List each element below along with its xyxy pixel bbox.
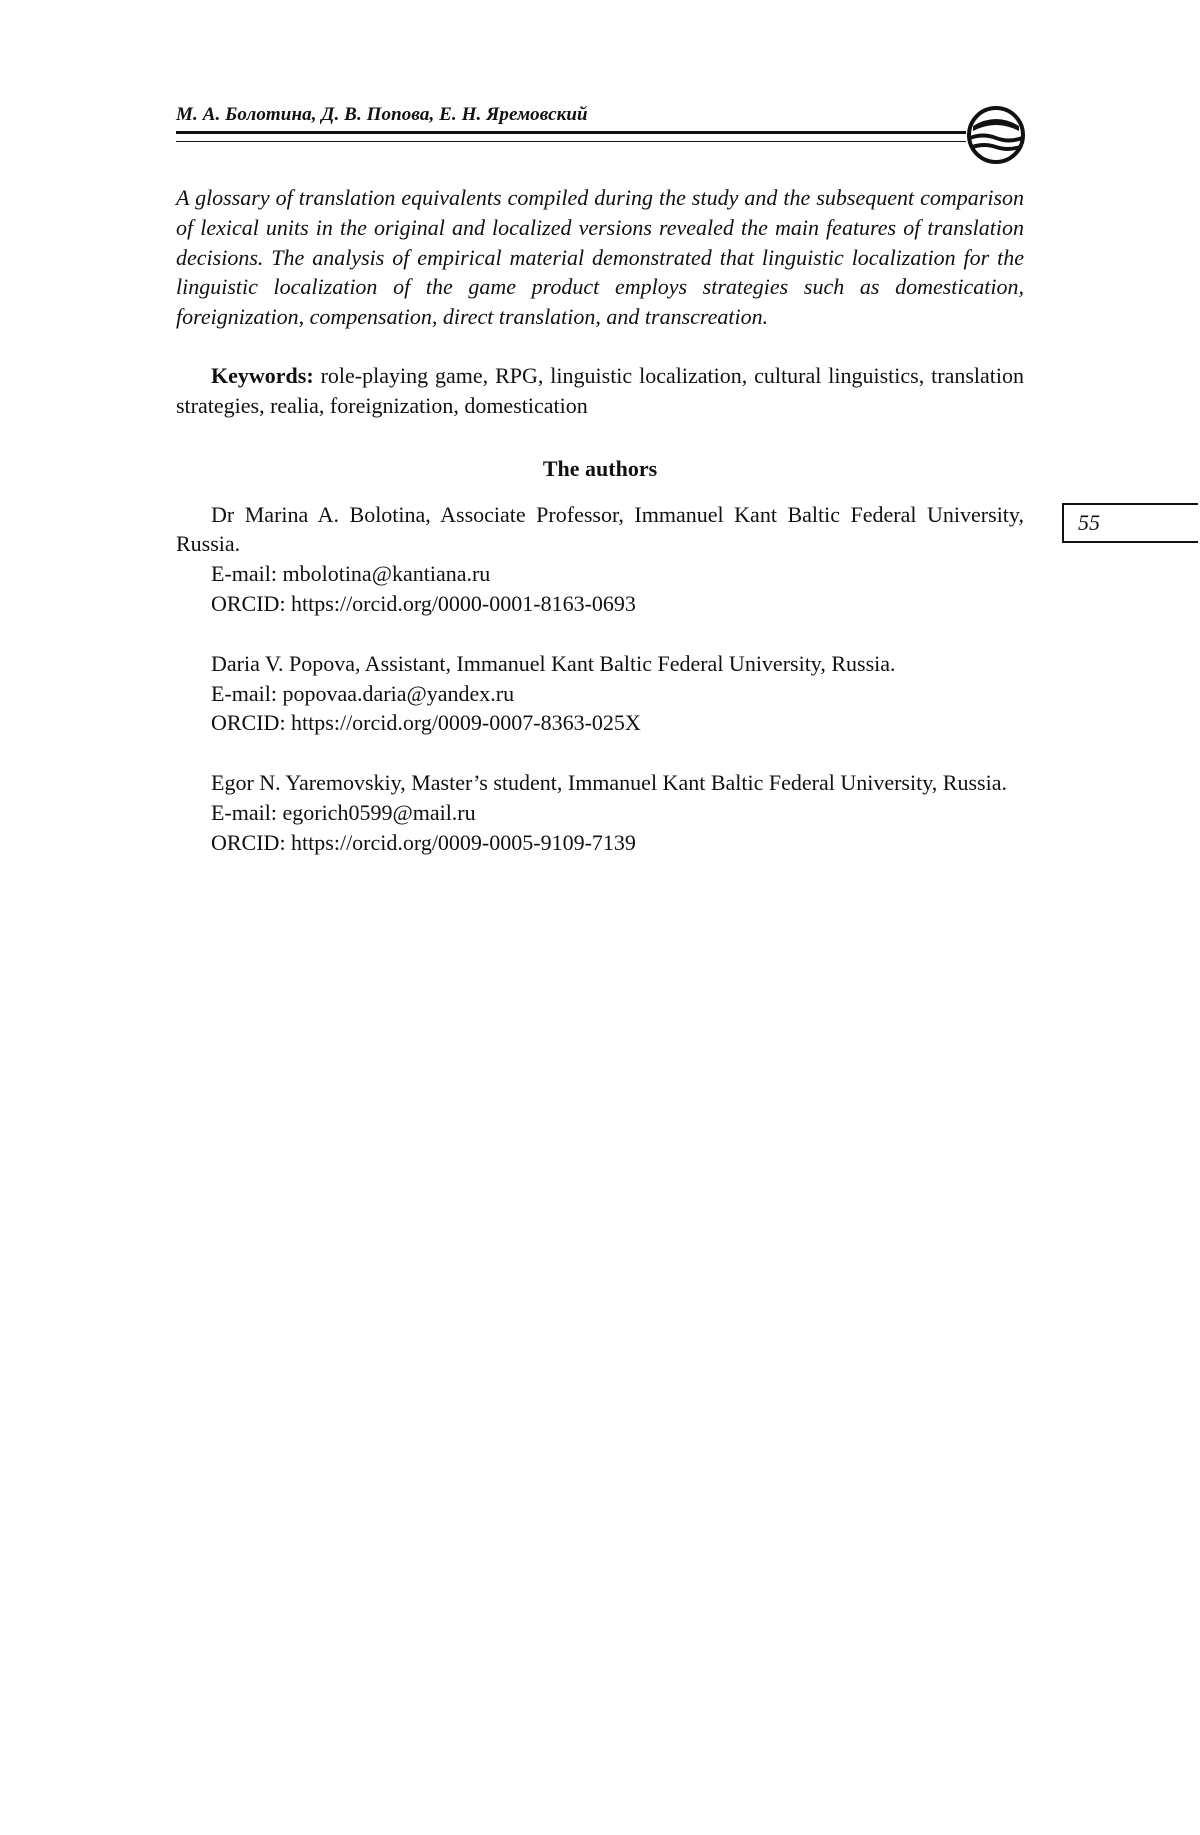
- running-head: М. А. Болотина, Д. В. Попова, Е. Н. Яремовский: [176, 104, 588, 125]
- author-entry: [176, 649, 1024, 738]
- author-entry: [176, 768, 1024, 857]
- keywords-text: role-playing game, RPG, linguistic localization, cultural linguistics, translation strategies, realia, foreignization, domestication: [176, 362, 1024, 418]
- author-entry: [176, 500, 1024, 619]
- journal-logo-icon: [965, 104, 1027, 166]
- authors-heading: The authors: [542, 455, 658, 481]
- author-email: E-mail: egorich0599@mail.ru: [211, 799, 476, 825]
- author-orcid: ORCID: https://orcid.org/0009-0007-8363-025X: [211, 710, 641, 736]
- author-orcid: ORCID: https://orcid.org/0009-0005-9109-7139: [211, 829, 636, 855]
- author-description: Egor N. Yaremovskiy, Master’s student, Immanuel Kant Baltic Federal University, Russia.: [211, 770, 1007, 796]
- author-email: E-mail: popovaa.daria@yandex.ru: [211, 680, 515, 706]
- author-description: Daria V. Popova, Assistant, Immanuel Kant Baltic Federal University, Russia.: [211, 650, 896, 676]
- keywords-paragraph: [176, 361, 1024, 421]
- abstract-text: A glossary of translation equivalents compiled during the study and the subsequent comparison of lexical units in the original and localized versions revealed the main features of translation decisions. The analysis of empirical material demonstrated that linguistic localization for the linguistic localization of the game product employs strategies such as domestication, foreignization, compensation, direct translation, and transcreation.: [176, 185, 1024, 330]
- article-content: [176, 183, 1024, 858]
- author-orcid: ORCID: https://orcid.org/0000-0001-8163-0693: [211, 590, 636, 616]
- header-rule: [176, 131, 966, 142]
- keywords-label: Keywords:: [211, 362, 314, 388]
- author-description: Dr Marina A. Bolotina, Associate Professor, Immanuel Kant Baltic Federal University, Russia.: [176, 501, 1024, 557]
- page-number: 55: [1062, 503, 1198, 543]
- author-email: E-mail: mbolotina@kantiana.ru: [211, 561, 491, 587]
